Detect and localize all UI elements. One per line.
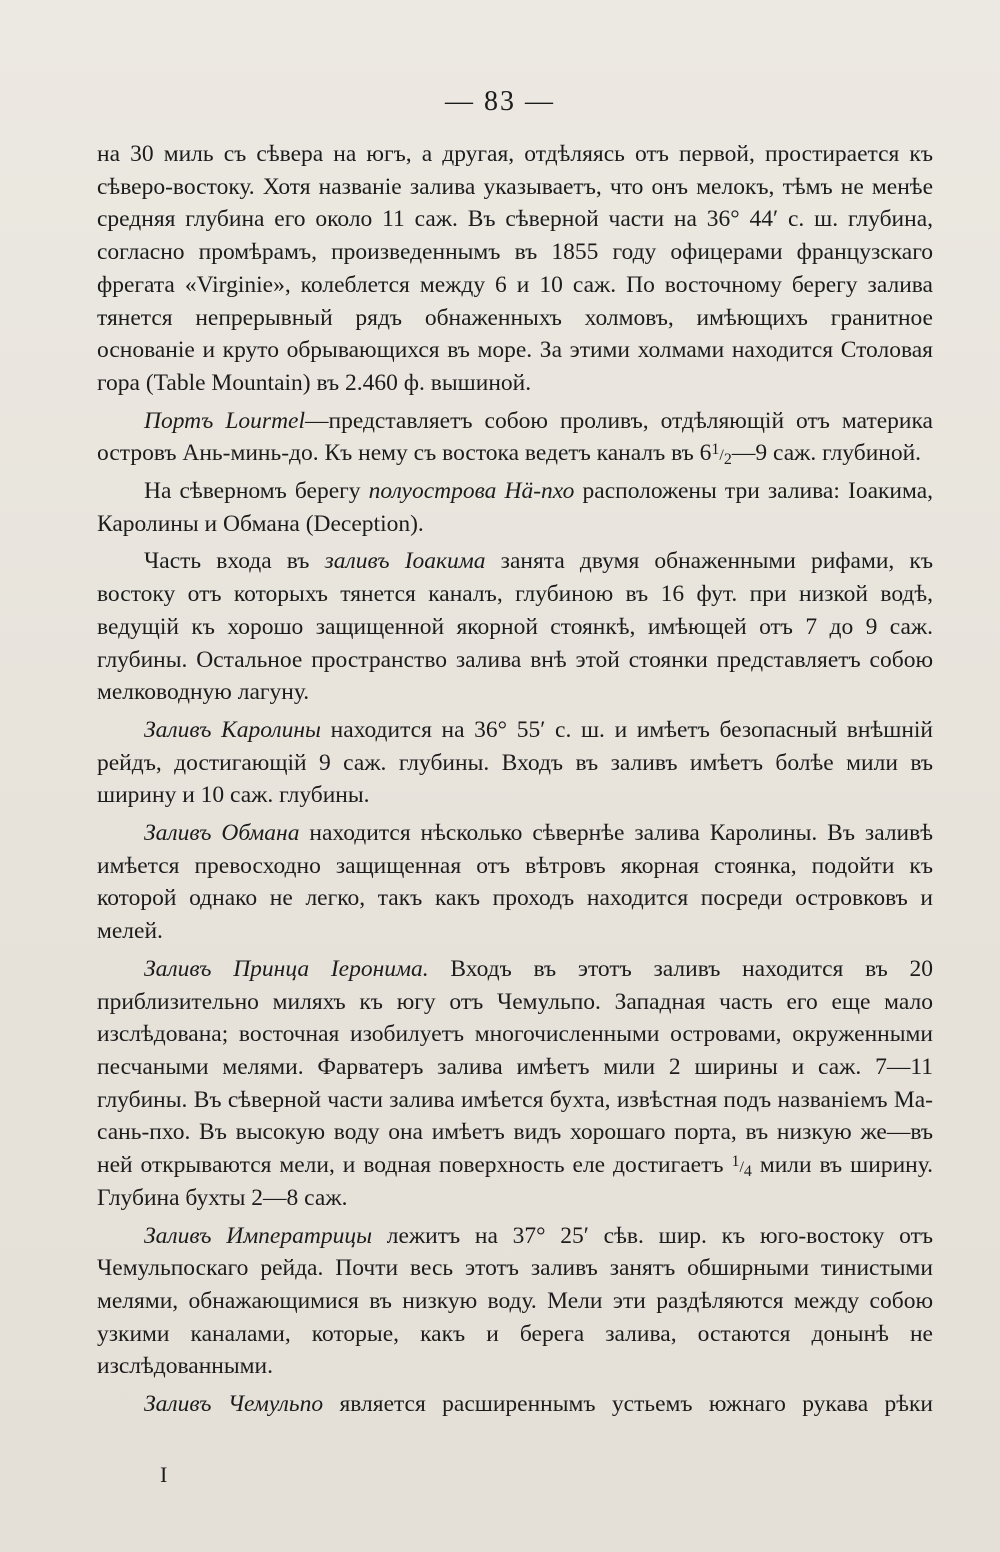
paragraph-port-lourmel-text: —представляетъ собою проливъ, отдѣляющій отъ материка островъ Ань-минь-до. Къ нему съ востока ведетъ каналъ въ 6	[97, 407, 933, 467]
paragraph-prince-jerome-bay-tail: мили въ ширину. Глубина бухты 2—8 саж.	[97, 1152, 933, 1211]
paragraph-joachim-bay-heading: заливъ Іоакима	[324, 548, 486, 575]
paragraph-peninsula-text: расположены три залива: Іоакима, Каролины и Обмана (Deception).	[97, 478, 934, 537]
printer-signature-mark: I	[160, 1462, 168, 1487]
paragraph-caroline-bay	[97, 714, 933, 812]
fraction-half	[711, 441, 732, 469]
paragraph-chemulpo-bay	[97, 1388, 933, 1421]
paragraph-prince-jerome-bay	[97, 953, 933, 1215]
paragraph-deception-bay-text: находится нѣсколько сѣвернѣе залива Каролины. Въ заливѣ имѣется превосходно защищенная отъ вѣтровъ якорная стоянка, подойти къ которой однако не легко, такъ какъ проходъ находится посреди островковъ и мелей.	[97, 820, 933, 945]
fraction-half-numerator: 1	[711, 441, 720, 459]
paragraph-1-text: на 30 миль съ сѣвера на югъ, а другая, отдѣляясь отъ первой, простирается къ сѣверо-востоку. Хотя названіе залива указываетъ, что онъ мелокъ, тѣмъ не менѣе средняя глубина его около 11 саж. Въ сѣверной части на 36° 44′ с. ш. глубина, согласно промѣрамъ, произведеннымъ въ 1855 году офицерами французскаго фрегата «Virginie», колеблется между 6 и 10 саж. По восточному берегу залива тянется непрерывный рядъ обнаженныхъ холмовъ, имѣющихъ гранитное основаніе и круто обрывающихся въ море. За этими холмами находится Столовая гора (Table Mountain) въ 2.460 ф. вышиной.	[97, 141, 933, 396]
fraction-half-slash: /	[719, 447, 724, 465]
fraction-quarter-denominator: 4	[743, 1163, 752, 1181]
paragraph-deception-bay	[97, 817, 933, 948]
paragraph-prince-jerome-bay-text: Входъ въ этотъ заливъ находится въ 20 приблизительно миляхъ къ югу отъ Чемульпо. Западная часть его еще мало изслѣдована; восточная изобилуетъ многочисленными островами, окруженными песчаными мелями. Фарватеръ залива имѣетъ мили 2 ширины и саж. 7—11 глубины. Въ сѣверной части залива имѣется бухта, извѣстная подъ названіемъ Ма-сань-пхо. Въ высокую воду она имѣетъ видъ хорошаго порта, въ низкую же—въ ней открываются мели, и водная поверхность еле достигаетъ	[97, 955, 933, 1179]
paragraph-peninsula	[97, 475, 933, 540]
paragraph-deception-bay-heading: Заливъ Обмана	[144, 820, 300, 847]
page-body	[97, 138, 933, 1421]
paragraph-empress-bay-heading: Заливъ Императрицы	[144, 1222, 373, 1249]
paragraph-caroline-bay-heading: Заливъ Каролины	[144, 716, 321, 743]
fraction-quarter-numerator: 1	[731, 1153, 740, 1171]
paragraph-chemulpo-bay-heading: Заливъ Чемульпо	[144, 1391, 324, 1418]
paragraph-chemulpo-bay-text: является расширеннымъ устьемъ южнаго рукава рѣки	[323, 1391, 933, 1418]
paragraph-joachim-bay-lead: Часть входа въ	[144, 548, 325, 575]
paragraph-joachim-bay-text: занята двумя обнаженными рифами, къ востоку отъ которыхъ тянется каналъ, глубиною въ 16 фут. при низкой водѣ, ведущій къ хорошо защищенной якорной стоянкѣ, имѣющей отъ 7 до 9 саж. глубины. Остальное пространство залива внѣ этой стоянки представляетъ собою мелководную лагуну.	[97, 548, 933, 706]
page-number: — 83 —	[445, 86, 555, 117]
paragraph-port-lourmel-tail: —9 саж. глубиной.	[731, 440, 922, 467]
fraction-quarter	[731, 1153, 752, 1181]
paragraph-prince-jerome-bay-heading: Заливъ Принца Іеронима.	[144, 955, 429, 982]
paragraph-port-lourmel	[97, 405, 933, 470]
paragraph-caroline-bay-text: находится на 36° 55′ с. ш. и имѣетъ безопасный внѣшній рейдъ, достигающій 9 саж. глубины. Входъ въ заливъ имѣетъ болѣе мили въ ширину и 10 саж. глубины.	[97, 716, 933, 809]
paragraph-peninsula-italic: полуострова Нä-пхо	[368, 478, 575, 505]
fraction-half-denominator: 2	[723, 451, 732, 469]
paragraph-1	[97, 138, 933, 400]
fraction-quarter-slash: /	[739, 1159, 744, 1177]
paragraph-joachim-bay	[97, 545, 933, 709]
paragraph-empress-bay	[97, 1220, 933, 1384]
paragraph-port-lourmel-heading: Портъ Lourmel	[144, 407, 305, 434]
paragraph-peninsula-lead: На сѣверномъ берегу	[144, 478, 369, 505]
paragraph-empress-bay-text: лежитъ на 37° 25′ сѣв. шир. къ юго-востоку отъ Чемульпоскаго рейда. Почти весь этотъ заливъ занятъ обширными тинистыми мелями, обнажающимися въ низкую воду. Мели эти раздѣляются между собою узкими каналами, которые, какъ и берега залива, остаются донынѣ не изслѣдованными.	[97, 1222, 933, 1380]
